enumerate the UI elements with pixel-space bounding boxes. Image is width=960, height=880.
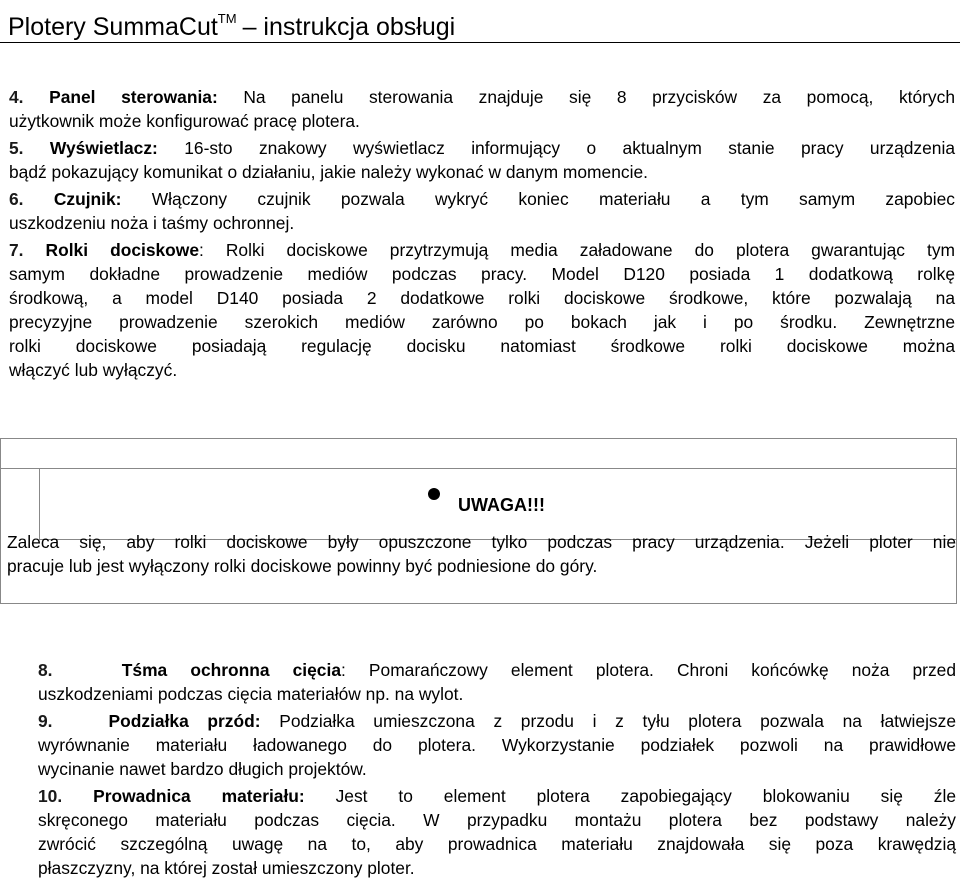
- item-text: 16-sto znakowy wyświetlacz informujący o aktualnym stanie pracy urządzenia: [157, 138, 955, 158]
- item-term: Rolki dociskowe: [45, 240, 200, 260]
- item-number: 8.: [38, 660, 53, 680]
- item-term: Czujnik:: [53, 189, 122, 209]
- item-number: 10.: [38, 786, 63, 806]
- item-text: skręconego materiału podczas cięcia. W przypadku montażu plotera bez podstawy należy: [38, 810, 956, 830]
- warning-text: [7, 530, 956, 578]
- header-title-suffix: – instrukcja obsługi: [242, 13, 456, 41]
- item-text: Jest to element plotera zapobiegający blokowaniu się źle: [304, 786, 956, 806]
- item-text: wyrównanie materiału ładowanego do plotera. Wykorzystanie podziałek pozwoli na prawidłowe: [38, 735, 956, 755]
- item-number: 7.: [9, 240, 24, 260]
- list-item-sensor: [9, 187, 955, 235]
- item-text: precyzyjne prowadzenie szerokich mediów zarówno po bokach jak i po środku. Zewnętrzne: [9, 312, 955, 332]
- item-text: uszkodzeniami podczas cięcia materiałów np. na wylot.: [38, 684, 464, 704]
- warning-text-line: Zaleca się, aby rolki dociskowe były opuszczone tylko podczas pracy urządzenia. Jeżeli ploter nie: [7, 532, 956, 552]
- item-text: włączyć lub wyłączyć.: [9, 360, 178, 380]
- item-term: Tśma ochronna cięcia: [121, 660, 341, 680]
- item-term: Podziałka przód:: [108, 711, 261, 731]
- item-text: wycinanie nawet bardzo długich projektów.: [38, 759, 367, 779]
- list-item-protective-strip: [38, 658, 956, 706]
- item-text: Podziałka umieszczona z przodu i z tyłu plotera pozwala na łatwiejsze: [260, 711, 956, 731]
- list-item-pinch-rollers: [9, 238, 955, 382]
- warning-label: UWAGA!!!: [458, 495, 545, 515]
- item-text: Na panelu sterowania znajduje się 8 przycisków za pomocą, których: [217, 87, 955, 107]
- page-header: [8, 4, 455, 42]
- item-term: Wyświetlacz:: [49, 138, 158, 158]
- header-title-prefix: Plotery SummaCut: [8, 13, 218, 41]
- item-number: 5.: [9, 138, 24, 158]
- item-text: rolki dociskowe posiadają regulację docisku natomiast środkowe rolki dociskowe można: [9, 336, 955, 356]
- list-item-display: [9, 136, 955, 184]
- item-text: płaszczyzny, na której został umieszczony ploter.: [38, 858, 415, 878]
- trademark-mark: TM: [217, 11, 237, 26]
- item-text: środkową, a model D140 posiada 2 dodatkowe rolki dociskowe środkowe, które pozwalają na: [9, 288, 955, 308]
- item-text: samym dokładne prowadzenie mediów podczas pracy. Model D120 posiada 1 dodatkową rolkę: [9, 264, 955, 284]
- item-text: Włączony czujnik pozwala wykryć koniec materiału a tym samym zapobiec: [121, 189, 955, 209]
- item-text: użytkownik może konfigurować pracę plotera.: [9, 111, 360, 131]
- item-term: Panel sterowania:: [49, 87, 218, 107]
- bullet-icon: [428, 488, 440, 500]
- warning-box-top-band: [1, 439, 956, 469]
- item-number: 6.: [9, 189, 24, 209]
- item-text: : Pomarańczowy element plotera. Chroni końcówkę noża przed: [341, 660, 957, 680]
- warning-text-line: pracuje lub jest wyłączony rolki dociskowe powinny być podniesione do góry.: [7, 556, 598, 576]
- item-text: : Rolki dociskowe przytrzymują media załadowane do plotera gwarantując tym: [199, 240, 955, 260]
- list-item-panel: [9, 85, 955, 133]
- item-number: 9.: [38, 711, 53, 731]
- warning-box: [0, 438, 957, 604]
- list-item-front-scale: [38, 709, 956, 781]
- item-number: 4.: [9, 87, 24, 107]
- header-rule: [0, 42, 960, 43]
- item-text: zwrócić szczególną uwagę na to, aby prowadnica materiału znajdowała się poza krawędzią: [38, 834, 956, 854]
- item-term: Prowadnica materiału:: [93, 786, 305, 806]
- warning-box-divider: [39, 469, 40, 539]
- item-text: uszkodzeniu noża i taśmy ochronnej.: [9, 213, 295, 233]
- list-item-material-guide: [38, 784, 956, 880]
- item-text: bądź pokazujący komunikat o działaniu, jakie należy wykonać w danym momencie.: [9, 162, 648, 182]
